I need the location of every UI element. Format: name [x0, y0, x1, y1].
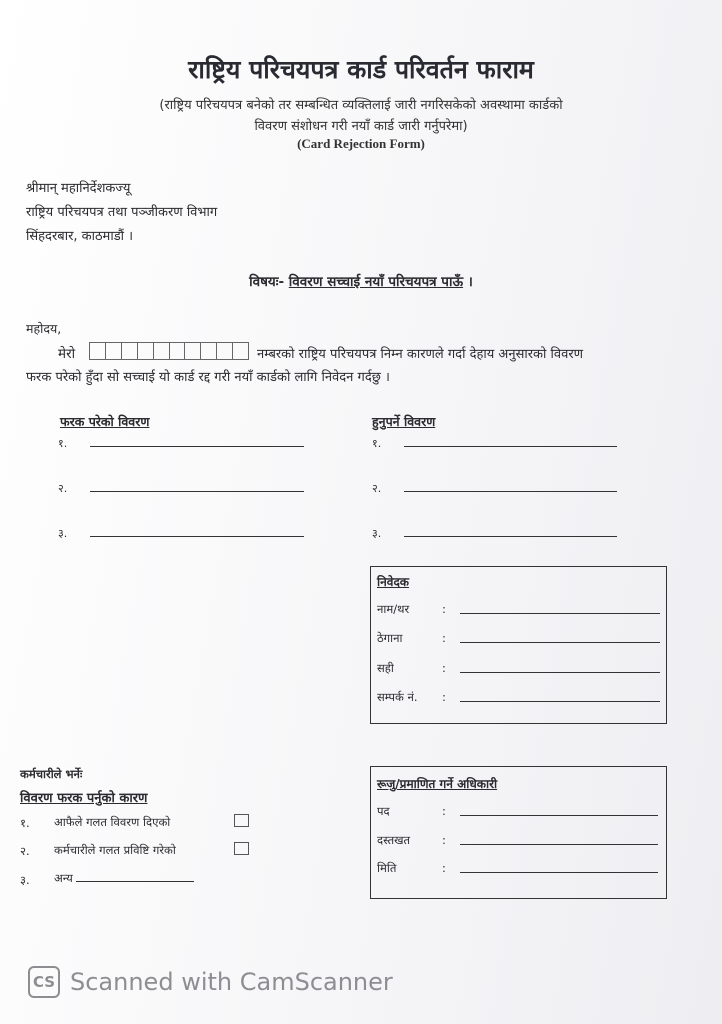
form-subtitle-line2: विवरण संशोधन गरी नयाँ कार्ड जारी गर्नुपरेमा) — [254, 119, 468, 134]
id-number-boxes[interactable] — [89, 342, 249, 360]
id-digit-box[interactable] — [233, 343, 248, 359]
camscanner-watermark — [28, 966, 393, 998]
id-digit-box[interactable] — [185, 343, 201, 359]
field-colon: : — [442, 602, 446, 616]
applicant-contact-label: सम्पर्क नं. — [377, 690, 418, 704]
authority-position-line[interactable] — [460, 815, 658, 816]
subject-end: । — [467, 274, 473, 290]
reason-label-staff: कर्मचारीले गलत प्रविष्टि गरेको — [54, 843, 176, 857]
camscanner-logo-icon: CS — [28, 966, 60, 998]
field-colon: : — [442, 631, 446, 645]
authority-position-label: पद — [377, 804, 390, 818]
applicant-name-label: नाम/थर — [377, 602, 410, 616]
field-colon: : — [442, 661, 446, 675]
form-subtitle-english: (Card Rejection Form) — [297, 136, 425, 151]
authority-date-label: मिति — [377, 861, 397, 875]
id-digit-box[interactable] — [170, 343, 186, 359]
correct-details-heading: हुनुपर्ने विवरण — [372, 414, 436, 429]
authority-heading: रूजु/प्रमाणित गर्ने अधिकारी — [377, 777, 498, 791]
wrong-detail-number: १. — [58, 437, 68, 450]
applicant-name-line[interactable] — [460, 613, 660, 614]
field-colon: : — [442, 690, 446, 704]
body-line2: फरक परेको हुँदा सो सच्चाई यो कार्ड रद्द गरी नयाँ कार्डको लागि निवेदन गर्दछु । — [26, 370, 390, 385]
form-title: राष्ट्रिय परिचयपत्र कार्ड परिवर्तन फाराम — [188, 55, 534, 84]
field-colon: : — [442, 804, 446, 818]
correct-detail-number: ३. — [372, 527, 382, 540]
applicant-contact-line[interactable] — [460, 701, 660, 702]
reason-staff-checkbox[interactable] — [234, 842, 249, 855]
correct-detail-line-2[interactable] — [404, 491, 617, 492]
address-line3: सिंहदरबार, काठमाडौं । — [26, 229, 134, 244]
id-digit-box[interactable] — [122, 343, 138, 359]
wrong-detail-line-1[interactable] — [90, 446, 304, 447]
applicant-address-line[interactable] — [460, 642, 660, 643]
correct-detail-number: १. — [372, 437, 382, 450]
id-digit-box[interactable] — [154, 343, 170, 359]
applicant-heading: निवेदक — [377, 575, 410, 589]
reason-number: १. — [20, 816, 30, 830]
applicant-signature-line[interactable] — [460, 672, 660, 673]
reason-label-self: आफैले गलत विवरण दिएको — [54, 815, 171, 829]
staff-intro: कर्मचारीले भर्नेः — [20, 767, 83, 781]
watermark-text: Scanned with CamScanner — [70, 968, 393, 996]
reason-self-checkbox[interactable] — [234, 814, 249, 827]
subject-line — [0, 272, 722, 290]
id-digit-box[interactable] — [138, 343, 154, 359]
correct-detail-line-3[interactable] — [404, 536, 617, 537]
authority-signature-label: दस्तखत — [377, 833, 411, 847]
id-digit-box[interactable] — [201, 343, 217, 359]
correct-detail-line-1[interactable] — [404, 446, 617, 447]
reason-number: ३. — [20, 873, 30, 887]
authority-signature-line[interactable] — [460, 844, 658, 845]
staff-reason-heading: विवरण फरक पर्नुको कारण — [20, 791, 148, 806]
field-colon: : — [442, 833, 446, 847]
applicant-signature-label: सही — [377, 661, 394, 675]
body-line1-start: मेरो — [58, 346, 76, 362]
reason-other-line[interactable] — [76, 881, 194, 882]
wrong-detail-line-2[interactable] — [90, 491, 304, 492]
form-subtitle-line1: (राष्ट्रिय परिचयपत्र बनेको तर सम्बन्धित व्यक्तिलाई जारी नगरिसकेको अवस्थामा कार्डको — [159, 98, 563, 113]
body-line1-end: नम्बरको राष्ट्रिय परिचयपत्र निम्न कारणले गर्दा देहाय अनुसारको विवरण — [257, 347, 584, 362]
wrong-detail-number: २. — [58, 482, 68, 495]
wrong-details-heading: फरक परेको विवरण — [60, 414, 150, 429]
subject-text: विवरण सच्चाई नयाँ परिचयपत्र पाऊँ — [288, 274, 464, 290]
wrong-detail-number: ३. — [58, 527, 68, 540]
applicant-address-label: ठेगाना — [377, 631, 403, 645]
correct-detail-number: २. — [372, 482, 382, 495]
reason-label-other: अन्य — [54, 871, 73, 885]
address-line2: राष्ट्रिय परिचयपत्र तथा पञ्जीकरण विभाग — [26, 205, 218, 220]
wrong-detail-line-3[interactable] — [90, 536, 304, 537]
id-digit-box[interactable] — [90, 343, 106, 359]
salutation: महोदय, — [26, 321, 62, 336]
field-colon: : — [442, 861, 446, 875]
reason-number: २. — [20, 844, 30, 858]
id-digit-box[interactable] — [106, 343, 122, 359]
id-digit-box[interactable] — [217, 343, 233, 359]
authority-date-line[interactable] — [460, 872, 658, 873]
address-line1: श्रीमान् महानिर्देशकज्यू — [26, 181, 131, 196]
subject-label: विषयः- — [249, 274, 285, 290]
